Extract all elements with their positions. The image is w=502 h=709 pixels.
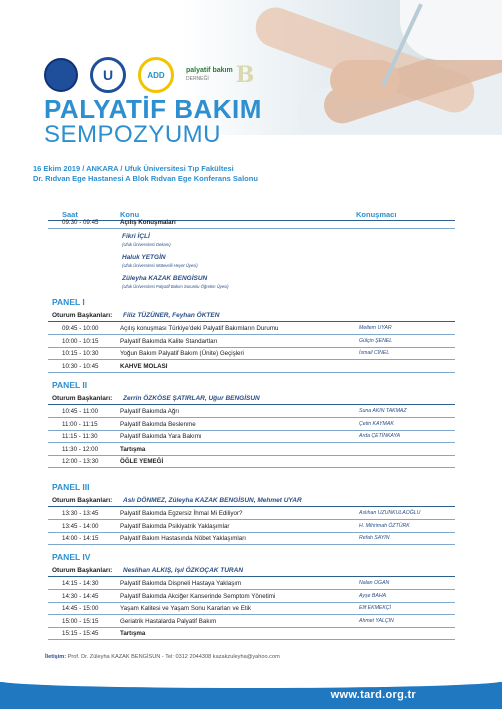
- program-row: [48, 628, 455, 640]
- row-time: 11:00 - 11:15: [62, 420, 98, 428]
- row-speaker: Refah SAYIN: [359, 535, 390, 541]
- row-speaker: H. Mihrimah ÖZTÜRK: [359, 522, 410, 529]
- row-topic: Yoğun Bakım Palyatif Bakım (Ünite) Geçişleri: [120, 350, 244, 357]
- row-speaker: Ayşe BAHA: [359, 592, 387, 599]
- program-row: [48, 456, 455, 468]
- row-time: 14:00 - 14:15: [62, 535, 99, 542]
- opening-speaker-role: (Ufuk Üniversitesi Mütevelli Heyet Üyesi): [122, 263, 198, 268]
- header-konu: Konu: [120, 210, 140, 219]
- row-topic: Palyatif Bakımda Beslenme: [120, 420, 196, 428]
- row-time: 09:30 - 09:45: [62, 219, 99, 226]
- panel-chairs: [48, 495, 455, 507]
- row-speaker: Arda ÇETİNKAYA: [359, 433, 401, 439]
- row-topic: Palyatif Bakım Hastasında Nöbet Yaklaşımları: [120, 535, 246, 542]
- page-title: PALYATİF BAKIM: [44, 94, 262, 124]
- program-row: [48, 431, 455, 443]
- panel-title: PANEL I: [52, 297, 85, 307]
- row-speaker: Aslıhan UZUNKULAOĞLU: [359, 510, 421, 516]
- row-topic: Palyatif Bakımda Akciğer Kanserinde Semptom Yönetimi: [120, 592, 276, 600]
- palliative-logo-mark: B: [235, 62, 255, 88]
- opening-speaker-name: Fikri İÇLİ: [122, 233, 150, 240]
- panel-chairs: [48, 310, 455, 322]
- row-speaker: İsmail CİNEL: [359, 350, 390, 356]
- chair-names: Zerrin ÖZKÖSE ŞATIRLAR, Uğur BENGİSUN: [123, 395, 260, 402]
- row-speaker: Nalan OGAN: [359, 580, 390, 586]
- row-time: 11:15 - 11:30: [62, 433, 98, 440]
- chair-names: Neslihan ALKIŞ, Işıl ÖZKOÇAK TURAN: [123, 567, 244, 574]
- row-topic: Palyatif Bakımda Yara Bakımı: [120, 433, 202, 440]
- row-topic: Palyatif Bakımda Egzersiz İhmal Mi Ediliyor?: [120, 510, 243, 517]
- chair-label: Oturum Başkanları:: [52, 312, 113, 319]
- row-speaker: Meltem UYAR: [359, 325, 392, 331]
- program-row: [48, 348, 455, 360]
- row-time: 15:15 - 15:45: [62, 630, 99, 637]
- program-row: [48, 616, 455, 628]
- row-speaker: Gülçin ŞENEL: [359, 337, 393, 344]
- program-row: [48, 521, 455, 533]
- row-topic: Tartışma: [120, 445, 146, 453]
- opening-speaker-name: Haluk YETGİN: [122, 254, 166, 261]
- society-logo-icon: [44, 58, 78, 92]
- palliative-care-logo: [186, 62, 254, 88]
- row-time: 12:00 - 13:30: [62, 458, 99, 465]
- program-row: [48, 603, 455, 615]
- opening-speaker-role: (Ufuk Üniversitesi Dekanı): [122, 242, 171, 247]
- program-row: [48, 444, 455, 456]
- program-row: [48, 361, 455, 373]
- row-speaker: Ahmet YALÇIN: [359, 617, 394, 624]
- row-topic: Palyatif Bakımda Kalite Standartları: [120, 337, 218, 345]
- footer-bar: [0, 682, 502, 709]
- row-topic: Palyatif Bakımda Psikiyatrik Yaklaşımlar: [120, 522, 230, 530]
- row-time: 13:30 - 13:45: [62, 510, 99, 517]
- row-time: 14:30 - 14:45: [62, 592, 99, 600]
- page-subtitle-title: SEMPOZYUMU: [44, 121, 222, 148]
- program-row: [48, 578, 455, 590]
- program-row: [48, 323, 455, 335]
- row-topic: Palyatif Bakımda Ağrı: [120, 408, 180, 415]
- opening-speaker-name: Züleyha KAZAK BENGİSUN: [122, 275, 208, 282]
- chair-names: Filiz TÜZÜNER, Feyhan ÖKTEN: [123, 312, 220, 319]
- row-time: 10:45 - 11:00: [62, 408, 99, 415]
- logo-row: [44, 57, 254, 93]
- university-logo-icon: U: [90, 57, 126, 93]
- row-time: 14:45 - 15:00: [62, 605, 99, 612]
- event-date-location: 16 Ekim 2019 / ANKARA / Ufuk Üniversitesi Tıp Fakültesi: [33, 164, 234, 173]
- row-time: 15:00 - 15:15: [62, 617, 99, 625]
- contact-label: İletişim:: [45, 654, 67, 660]
- chair-names: Aslı DÖNMEZ, Züleyha KAZAK BENGİSUN, Mehmet UYAR: [123, 497, 302, 504]
- program-row: [48, 591, 455, 603]
- row-topic: Geriatrik Hastalarda Palyatif Bakım: [120, 617, 217, 625]
- program-row: [48, 533, 455, 545]
- opening-speaker-role: (Ufuk Üniversitesi Palyatif Bakım Sorumlu Öğretim Üyesi): [122, 284, 229, 289]
- row-topic: Yaşam Kalitesi ve Yaşam Sonu Kararları ve Etik: [120, 605, 252, 612]
- row-time: 14:15 - 14:30: [62, 580, 99, 587]
- header-konusmaci: Konuşmacı: [356, 210, 397, 219]
- row-time: 09:45 - 10:00: [62, 325, 99, 332]
- chair-label: Oturum Başkanları:: [52, 567, 113, 574]
- row-speaker: Çetin KAYMAK: [359, 420, 394, 427]
- event-venue: Dr. Rıdvan Ege Hastanesi A Blok Rıdvan Ege Konferans Salonu: [33, 174, 258, 183]
- footer-wave: [0, 674, 502, 688]
- association-logo-icon: ADD: [138, 57, 174, 93]
- row-time: 10:30 - 10:45: [62, 362, 99, 370]
- panel-chairs: [48, 393, 455, 405]
- program-row: [48, 508, 455, 520]
- row-time: 10:15 - 10:30: [62, 350, 99, 357]
- row-topic: Tartışma: [120, 630, 146, 637]
- row-time: 10:00 - 10:15: [62, 337, 99, 345]
- program-row: [48, 217, 455, 229]
- footer-url: www.tard.org.tr: [330, 689, 416, 701]
- row-speaker: Elif EKMEKÇİ: [359, 605, 391, 611]
- contact-text: Prof. Dr. Züleyha KAZAK BENGİSUN - Tel: 0312 2044308 kazakzuleyha@yahoo.com: [67, 654, 280, 660]
- panel-title: PANEL III: [52, 482, 90, 492]
- program-row: [48, 336, 455, 348]
- contact-info: [45, 654, 280, 660]
- chair-label: Oturum Başkanları:: [52, 395, 113, 402]
- row-topic: KAHVE MOLASI: [120, 362, 168, 370]
- panel-chairs: [48, 565, 455, 577]
- program-row: [48, 406, 455, 418]
- palliative-logo-line2: DERNEĞİ: [186, 76, 209, 82]
- palliative-logo-line1: palyatif bakım: [186, 67, 233, 74]
- panel-title: PANEL II: [52, 380, 88, 390]
- row-topic: Palyatif Bakımda Dispneli Hastaya Yaklaşım: [120, 580, 242, 587]
- chair-label: Oturum Başkanları:: [52, 497, 113, 504]
- panel-title: PANEL IV: [52, 552, 91, 562]
- row-time: 11:30 - 12:00: [62, 445, 99, 453]
- row-topic: ÖĞLE YEMEĞİ: [120, 458, 164, 465]
- row-speaker: Suna AKIN TAKMAZ: [359, 408, 407, 414]
- row-topic: Açılış konuşması Türkiye’deki Palyatif Bakımların Durumu: [120, 325, 279, 332]
- row-time: 13:45 - 14:00: [62, 522, 99, 530]
- header-saat: Saat: [62, 210, 78, 219]
- row-topic: Açılış Konuşmaları: [120, 219, 176, 226]
- program-row: [48, 419, 455, 431]
